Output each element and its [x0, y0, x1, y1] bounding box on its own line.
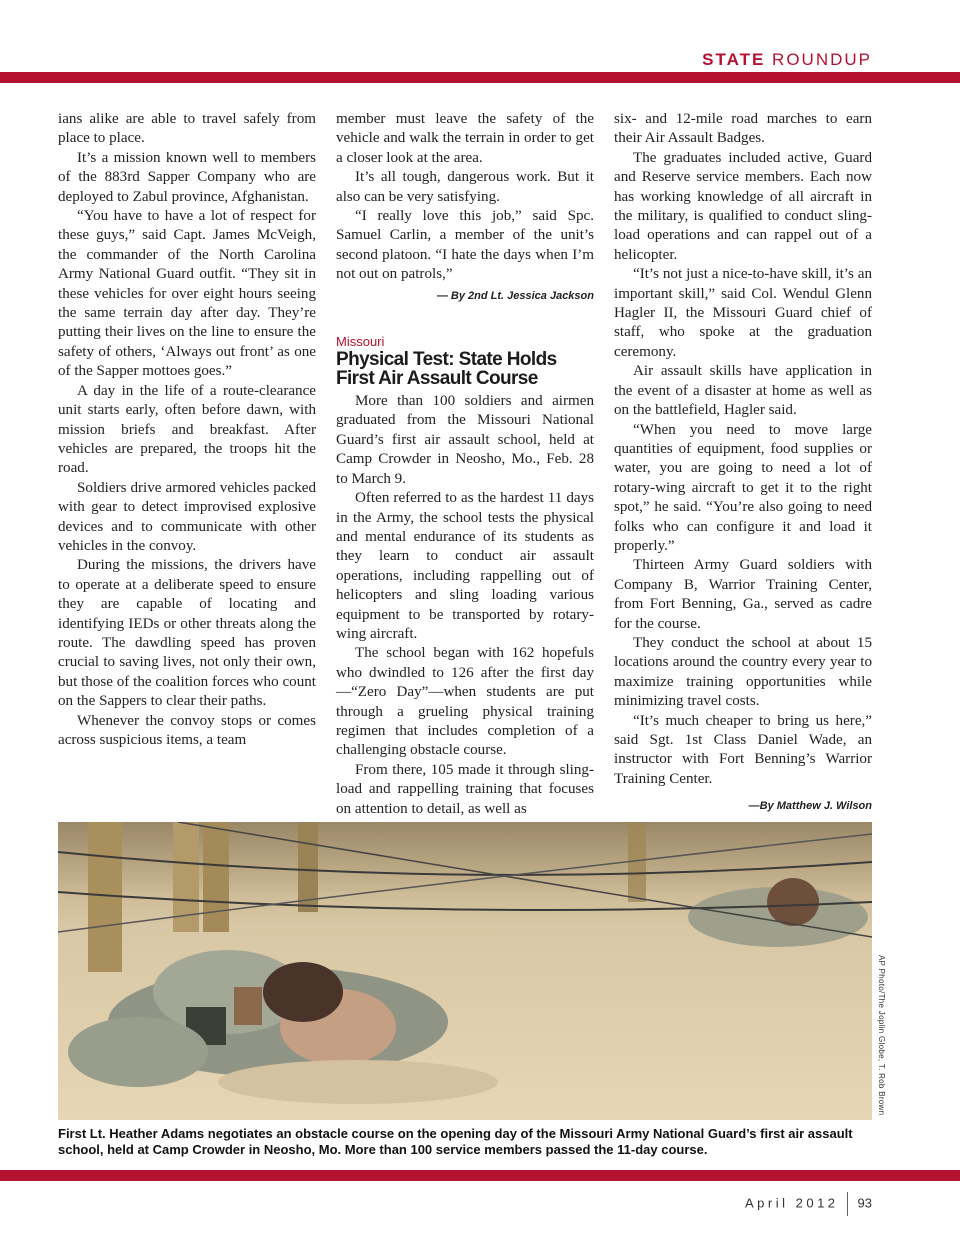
paragraph: Thirteen Army Guard soldiers with Company B, Warrior Training Center, from Fort Benning, Ga., served as cadre for the course.: [614, 557, 872, 632]
paragraph: Soldiers drive armored vehicles packed with gear to detect improvised explosive devices and to communicate with other vehicles in the convoy.: [58, 479, 316, 554]
obstacle-course-photo: [58, 822, 872, 1120]
footer-divider: [847, 1192, 848, 1216]
paragraph: Often referred to as the hardest 11 days in the Army, the school tests the physical and mental endurance of its students as they learn to conduct air assault operations, including rappelling out of helicopters and sling loading various equipment to be transported by rotary-wing aircraft.: [336, 490, 594, 642]
paragraph: six- and 12-mile road marches to earn their Air Assault Badges.: [614, 111, 872, 147]
paragraph: “It’s not just a nice-to-have skill, it’s an important skill,” said Col. Wendul Glenn Hagler II, the Missouri Guard chief of staff, who spoke at the graduation ceremony.: [614, 266, 872, 360]
byline: — By 2nd Lt. Jessica Jackson: [436, 289, 594, 302]
state-label: Missouri: [336, 334, 385, 350]
section-header-bold: STATE: [702, 50, 766, 69]
paragraph: Air assault skills have application in the event of a disaster at home as well as on the battlefield, Hagler said.: [614, 363, 872, 419]
paragraph: “It’s much cheaper to bring us here,” said Sgt. 1st Class Daniel Wade, an instructor with Fort Benning’s Warrior Training Center.: [614, 712, 872, 787]
byline: —By Matthew J. Wilson: [748, 800, 872, 813]
column-2: [336, 110, 594, 819]
page-footer: [745, 1192, 872, 1216]
paragraph: During the missions, the drivers have to operate at a deliberate speed to ensure they are capable of locating and identifying IEDs or other threats along the route. The dawdling speed has proven crucial to saving lives, not only their own, but those of the coalition forces who count on the Sappers to clear their paths.: [58, 557, 316, 710]
paragraph: From there, 105 made it through sling-load and rappelling training that focuses on attention to detail, as well as: [336, 761, 594, 817]
issue-date: April 2012: [744, 1195, 839, 1211]
paragraph: A day in the life of a route-clearance unit starts early, often before dawn, with mission briefs and breakfast. After vehicles are prepared, the troops hit the road.: [58, 382, 316, 477]
paragraph: Whenever the convoy stops or comes across suspicious items, a team: [58, 712, 316, 748]
photo-illustration: [58, 822, 872, 1120]
paragraph: The school began with 162 hopefuls who dwindled to 126 after the first day—“Zero Day”—when students are put through a grueling physical training regimen that includes completion of a challenging obstacle course.: [336, 645, 594, 759]
article-headline: Physical Test: State Holds First Air Assault Course: [336, 349, 557, 390]
photo-credit: AP Photo/The Joplin Globe, T. Rob Brown: [877, 955, 886, 1116]
paragraph: They conduct the school at about 15 locations around the country every year to maximize training opportunities while minimizing travel costs.: [614, 634, 872, 710]
column-3: [614, 110, 872, 817]
paragraph: “You have to have a lot of respect for these guys,” said Capt. James McVeigh, the commander of the North Carolina Army National Guard outfit. “They sit in these vehicles for over eight hours seeing the same terrain day after day. They’re putting their lives on the line to ensure the safety of others, ‘Always out front’ as one of the Sapper mottoes goes.”: [58, 208, 316, 380]
column-1: [58, 110, 316, 750]
photo-caption: First Lt. Heather Adams negotiates an obstacle course on the opening day of the Missouri Army National Guard’s first air assault school, held at Camp Crowder in Neosho, Mo. More than 100 service members passed the 11-day course.: [58, 1126, 853, 1157]
paragraph: It’s a mission known well to members of the 883rd Sapper Company who are deployed to Zabul province, Afghanistan.: [58, 149, 316, 205]
top-rule: [0, 72, 960, 83]
paragraph: “I really love this job,” said Spc. Samuel Carlin, a member of the unit’s second platoon. “I hate the days when I’m not out on patrols,”: [336, 208, 594, 283]
section-header: [702, 50, 872, 70]
page-number: 93: [857, 1195, 872, 1211]
paragraph: More than 100 soldiers and airmen graduated from the Missouri National Guard’s first air assault school, held at Camp Crowder in Neosho, Mo., Feb. 28 to March 9.: [336, 393, 594, 487]
paragraph: It’s all tough, dangerous work. But it also can be very satisfying.: [336, 169, 594, 205]
bottom-rule: [0, 1170, 960, 1181]
paragraph: The graduates included active, Guard and Reserve service members. Each now has working knowledge of all aircraft in the military, is qualified to conduct sling-load operations and can rappel out of a helicopter.: [614, 149, 872, 263]
paragraph: ians alike are able to travel safely from place to place.: [58, 111, 316, 147]
paragraph: member must leave the safety of the vehicle and walk the terrain in order to get a closer look at the area.: [336, 111, 594, 166]
paragraph: “When you need to move large quantities of equipment, food supplies or water, you are going to need a lot of rotary-wing aircraft to get it to the right spot,” he said. “You’re also going to need folks who can configure it and load it properly.”: [614, 421, 872, 554]
section-header-rest: ROUNDUP: [772, 50, 872, 69]
